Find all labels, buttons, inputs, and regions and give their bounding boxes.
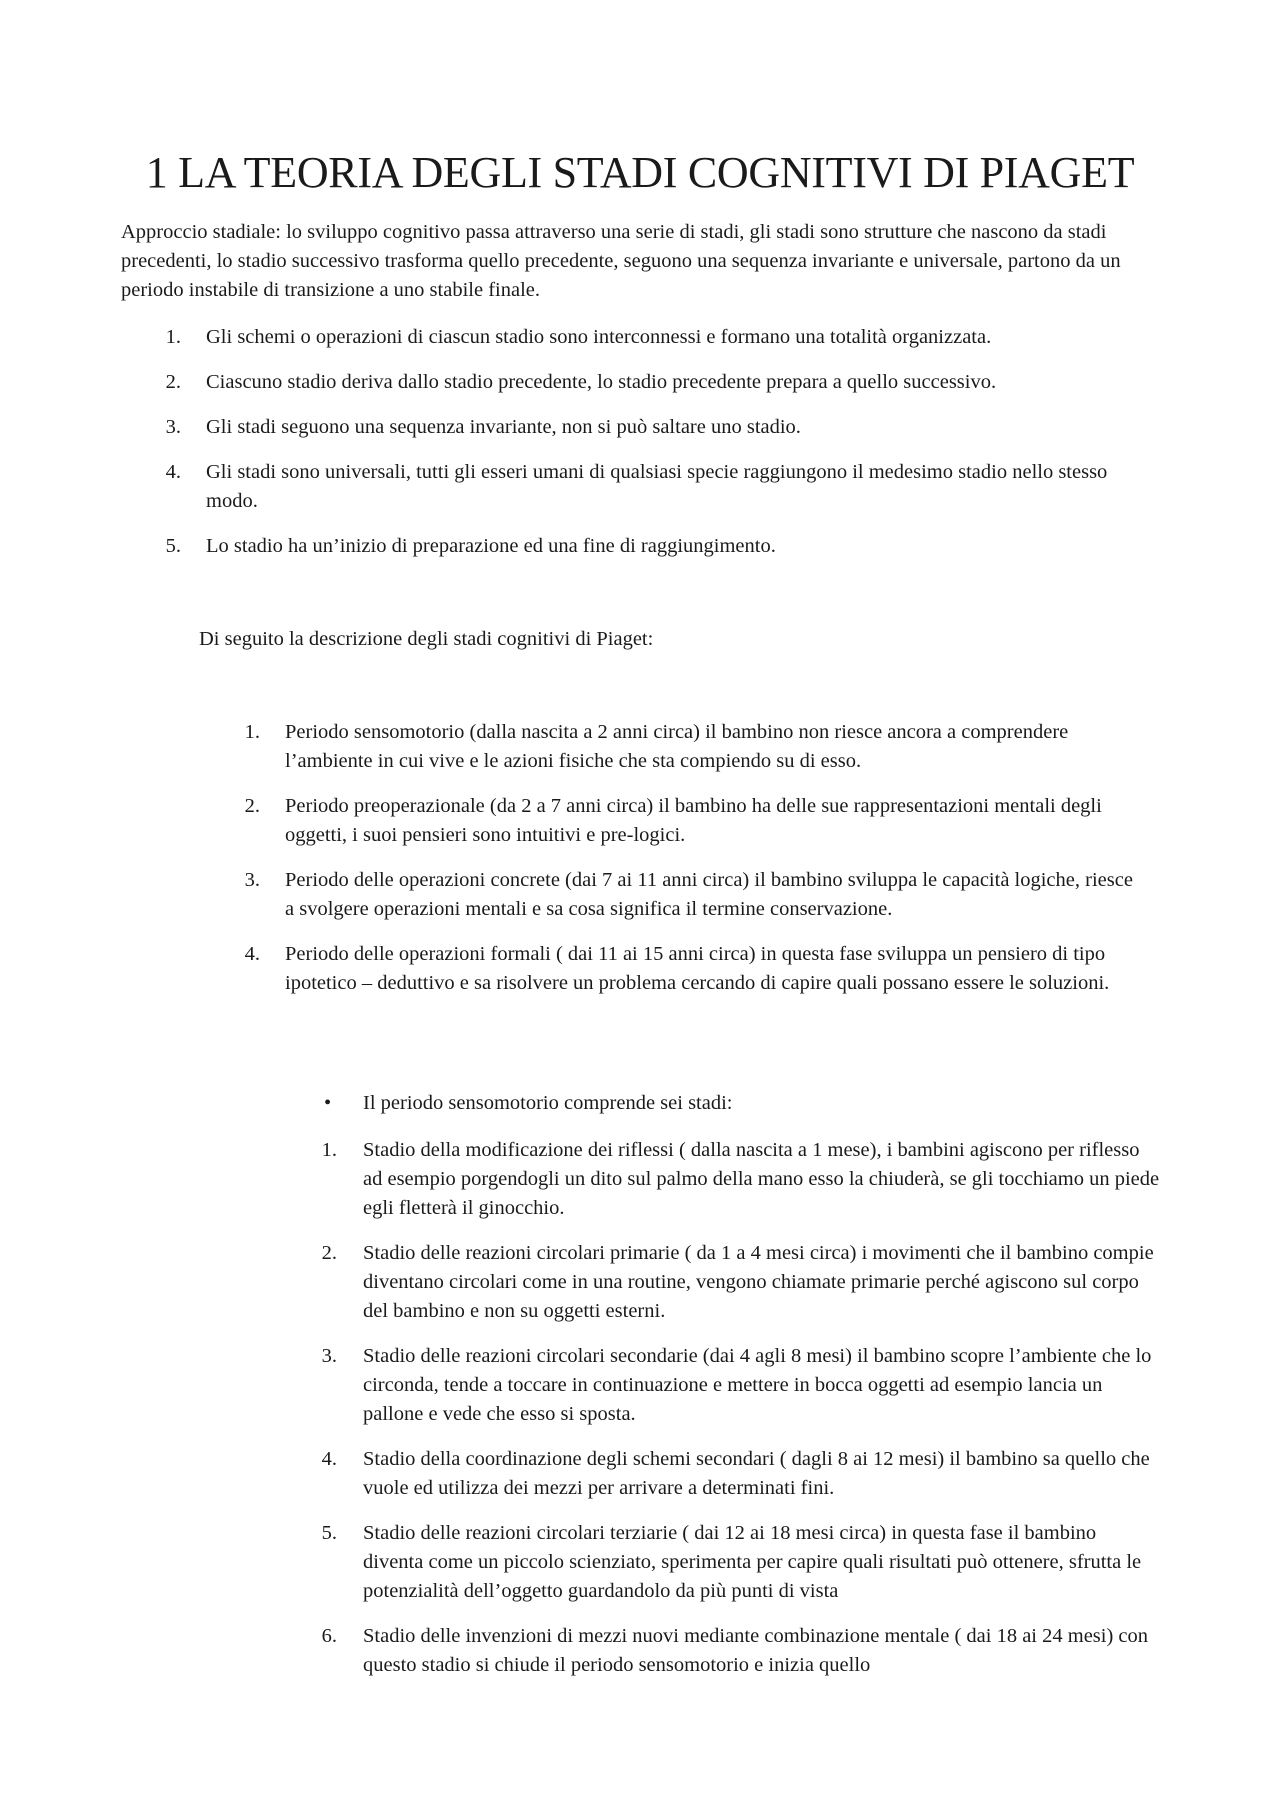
list-item — [121, 413, 1151, 442]
list-item — [121, 1342, 1161, 1429]
sensorimotor-stages-list — [121, 1136, 1161, 1696]
intro-paragraph: Approccio stadiale: lo sviluppo cognitivo passa attraverso una serie di stadi, gli stadi sono strutture che nascono da stadi precedenti, lo stadio successivo trasforma quello precedente, seguono una sequenza invariante e universale, partono da un periodo instabile di transizione a uno stabile finale. — [121, 221, 1121, 301]
list-item-text: Periodo delle operazioni formali ( dai 11 ai 15 anni circa) in questa fase sviluppa un pensiero di tipo ipotetico – deduttivo e sa risolvere un problema cercando di capire quali possano essere le soluzioni. — [285, 943, 1110, 994]
list-number: 3. — [321, 1345, 337, 1367]
list-item-text: Stadio della coordinazione degli schemi secondari ( dagli 8 ai 12 mesi) il bambino sa quello che vuole ed utilizza dei mezzi per arrivare a determinati fini. — [363, 1448, 1150, 1499]
list-item — [121, 1519, 1161, 1606]
periods-list — [121, 718, 1141, 1014]
list-item — [121, 866, 1141, 924]
list-number: 1. — [321, 1139, 337, 1161]
list-number: 4. — [321, 1448, 337, 1470]
list-number: 5. — [321, 1522, 337, 1544]
list-number: 3. — [244, 869, 260, 891]
list-number: 1. — [244, 721, 260, 743]
list-item — [121, 323, 1151, 352]
list-item-text: Stadio delle invenzioni di mezzi nuovi mediante combinazione mentale ( dai 18 ai 24 mesi) con questo stadio si chiude il periodo sensomotorio e inizia quello — [363, 1625, 1149, 1676]
list-number: 2. — [244, 795, 260, 817]
bullet-text: Il periodo sensomotorio comprende sei stadi: — [363, 1092, 733, 1114]
list-number: 1. — [165, 326, 181, 348]
list-item — [121, 1622, 1161, 1680]
list-item-text: Stadio delle reazioni circolari primarie ( da 1 a 4 mesi circa) i movimenti che il bambino compie diventano circolari come in una routine, vengono chiamate primarie perché agiscono sul corpo del bambino e non su oggetti esterni. — [363, 1242, 1154, 1322]
list-item-text: Stadio delle reazioni circolari terziarie ( dai 12 ai 18 mesi circa) in questa fase il bambino diventa come un piccolo scienziato, sperimenta per capire quali risultati può ottenere, sfrutta le potenzialità dell’oggetto guardandolo da più punti di vista — [363, 1522, 1142, 1602]
section-subheading: Di seguito la descrizione degli stadi cognitivi di Piaget: — [199, 628, 654, 650]
list-item-text: Ciascuno stadio deriva dallo stadio precedente, lo stadio precedente prepara a quello successivo. — [206, 371, 997, 393]
list-item — [121, 1136, 1161, 1223]
list-item — [121, 718, 1141, 776]
list-item-text: Periodo delle operazioni concrete (dai 7 ai 11 anni circa) il bambino sviluppa le capacità logiche, riesce a svolgere operazioni mentali e sa cosa significa il termine conservazione. — [285, 869, 1133, 920]
list-item — [121, 940, 1141, 998]
list-item — [121, 368, 1151, 397]
list-item-text: Periodo sensomotorio (dalla nascita a 2 anni circa) il bambino non riesce ancora a comprendere l’ambiente in cui vive e le azioni fisiche che sta compiendo su di esso. — [285, 721, 1069, 772]
list-number: 4. — [165, 461, 181, 483]
list-item-text: Stadio della modificazione dei riflessi ( dalla nascita a 1 mese), i bambini agiscono per riflesso ad esempio porgendogli un dito sul palmo della mano esso la chiuderà, se gli tocchiamo un piede egli fletterà il ginocchio. — [363, 1139, 1160, 1219]
list-item — [121, 792, 1141, 850]
list-item-text: Gli schemi o operazioni di ciascun stadio sono interconnessi e formano una totalità organizzata. — [206, 326, 992, 348]
list-number: 6. — [321, 1625, 337, 1647]
list-number: 5. — [165, 535, 181, 557]
list-number: 3. — [165, 416, 181, 438]
list-item — [121, 1239, 1161, 1326]
bullet-item — [318, 1089, 733, 1118]
list-item — [121, 532, 1151, 561]
list-item-text: Stadio delle reazioni circolari secondarie (dai 4 agli 8 mesi) il bambino scopre l’ambiente che lo circonda, tende a toccare in continuazione e mettere in bocca oggetti ad esempio lancia un pallone e vede che esso si sposta. — [363, 1345, 1152, 1425]
list-number: 2. — [321, 1242, 337, 1264]
page-title: 1 LA TEORIA DEGLI STADI COGNITIVI DI PIAGET — [145, 148, 1135, 197]
list-item-text: Gli stadi seguono una sequenza invariante, non si può saltare uno stadio. — [206, 416, 801, 438]
list-item — [121, 458, 1151, 516]
list-number: 4. — [244, 943, 260, 965]
list-item — [121, 1445, 1161, 1503]
bullet-symbol: • — [324, 1092, 332, 1114]
list-item-text: Periodo preoperazionale (da 2 a 7 anni circa) il bambino ha delle sue rappresentazioni mentali degli oggetti, i suoi pensieri sono intuitivi e pre-logici. — [285, 795, 1102, 846]
principles-list — [121, 323, 1151, 577]
list-number: 2. — [165, 371, 181, 393]
list-item-text: Lo stadio ha un’inizio di preparazione ed una fine di raggiungimento. — [206, 535, 776, 557]
list-item-text: Gli stadi sono universali, tutti gli esseri umani di qualsiasi specie raggiungono il medesimo stadio nello stesso modo. — [206, 461, 1108, 512]
